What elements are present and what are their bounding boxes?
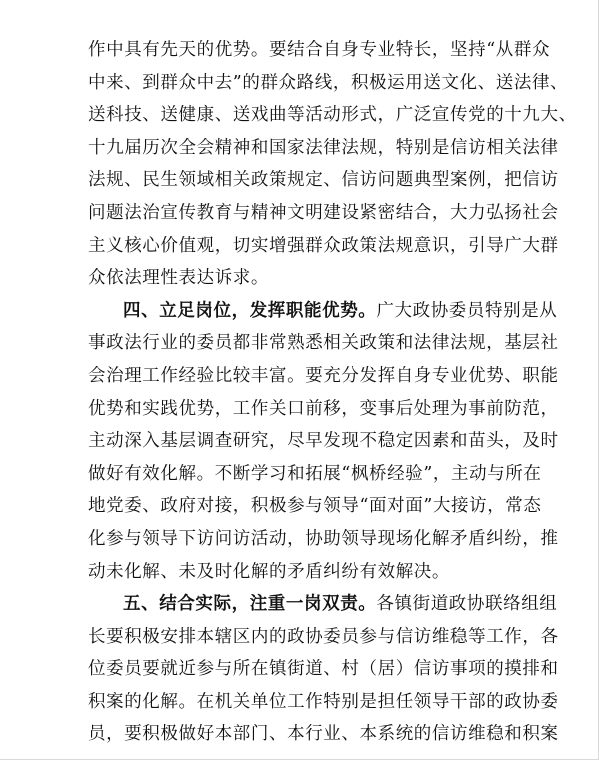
text-line: 主动深入基层调查研究，尽早发现不稳定因素和苗头，及时 <box>88 431 559 452</box>
paragraph-2 <box>88 295 559 588</box>
text-line: 法规、民生领域相关政策规定、信访问题典型案例，把信访 <box>88 170 559 191</box>
text-line: 中来、到群众中去”的群众路线，积极运用送文化、送法律、 <box>88 72 569 93</box>
text-line: 位委员要就近参与所在镇街道、村（居）信访事项的摸排和 <box>88 659 559 680</box>
text-run: 各镇街道政协联络组组 <box>376 594 558 615</box>
text-line: 优势和实践优势，工作关口前移，变事后处理为事前防范， <box>88 398 559 419</box>
document-body <box>88 34 577 751</box>
text-line: 问题法治宣传教育与精神文明建设紧密结合，大力弘扬社会 <box>88 202 559 223</box>
text-line: 众依法理性表达诉求。 <box>88 268 269 289</box>
text-line: 化参与领导下访问访活动，协助领导现场化解矛盾纠纷，推 <box>88 528 559 549</box>
section-heading: 四、立足岗位，发挥职能优势。 <box>123 300 377 321</box>
text-line: 主义核心价值观，切实增强群众政策法规意识，引导广大群 <box>88 235 559 256</box>
text-line: 作中具有先天的优势。要结合自身专业特长，坚持“从群众 <box>88 40 551 60</box>
text-line: 十九届历次全会精神和国家法律法规，特别是信访相关法律 <box>88 137 559 158</box>
text-line: 动未化解、未及时化解的矛盾纠纷有效解决。 <box>88 561 450 582</box>
paragraph-1 <box>88 34 577 295</box>
text-line: 事政法行业的委员都非常熟悉相关政策和法律法规，基层社 <box>88 333 559 354</box>
text-line: 送科技、送健康、送戏曲等活动形式，广泛宣传党的十九大、 <box>88 105 577 126</box>
text-line: 地党委、政府对接，积极参与领导“面对面”大接访，常态 <box>88 496 542 517</box>
text-line: 员，要积极做好本部门、本行业、本系统的信访维稳和积案 <box>88 724 559 745</box>
text-run: 广大政协委员特别是从 <box>376 300 558 321</box>
text-line: 做好有效化解。不断学习和拓展“枫桥经验”，主动与所在 <box>88 463 542 484</box>
section-heading: 五、结合实际，注重一岗双责。 <box>123 594 377 615</box>
paragraph-first-line <box>88 295 558 328</box>
paragraph-3 <box>88 588 559 751</box>
text-line: 积案的化解。在机关单位工作特别是担任领导干部的政协委 <box>88 691 559 712</box>
text-line: 长要积极安排本辖区内的政协委员参与信访维稳等工作，各 <box>88 626 559 647</box>
paragraph-first-line <box>88 588 558 621</box>
text-line: 会治理工作经验比较丰富。要充分发挥自身专业优势、职能 <box>88 365 559 386</box>
